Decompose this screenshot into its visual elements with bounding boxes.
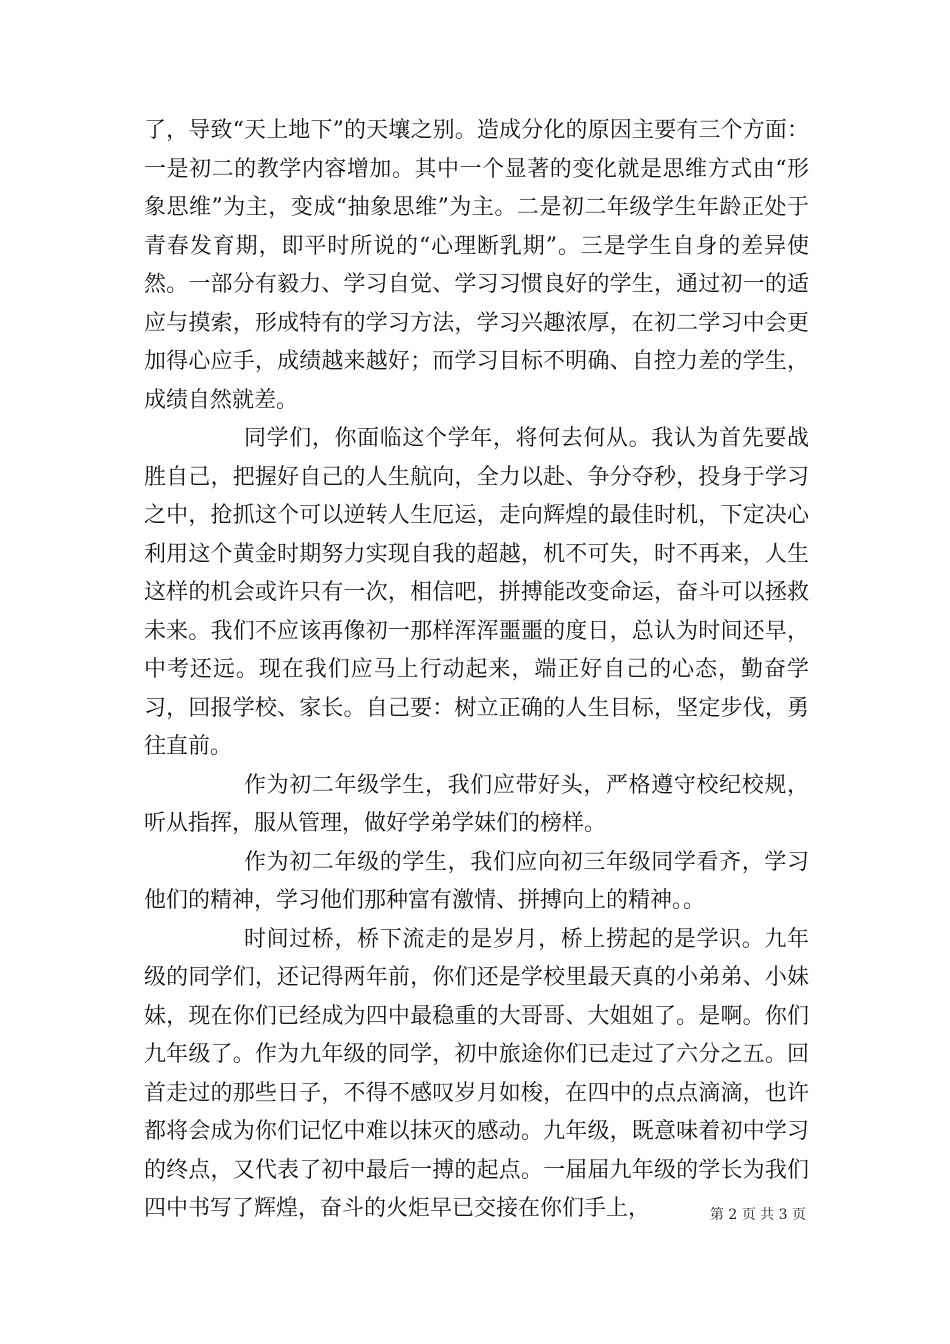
paragraph-2: 同学们，你面临这个学年，将何去何从。我认为首先要战胜自己，把握好自己的人生航向，全力以赴、争分夺秒，投身于学习之中，抢抓这个可以逆转人生厄运，走向辉煌的最佳时机，下定决心利用这个黄金时期努力实现自我的超越，机不可失，时不再来，人生这样的机会或许只有一次，相信吧，拼搏能改变命运，奋斗可以拯救未来。我们不应该再像初一那样浑浑噩噩的度日，总认为时间还早，中考还远。现在我们应马上行动起来，端正好自己的心态，勤奋学习，回报学校、家长。自己要：树立正确的人生目标，坚定步伐，勇往直前。 bbox=[144, 426, 809, 759]
document-body bbox=[144, 112, 809, 1229]
paragraph-4: 作为初二年级的学生，我们应向初三年级同学看齐，学习他们的精神，学习他们那种富有激情、拼搏向上的精神。。 bbox=[144, 849, 809, 913]
paragraph-3: 作为初二年级学生，我们应带好头，严格遵守校纪校规，听从指挥，服从管理，做好学弟学妹们的榜样。 bbox=[144, 772, 809, 836]
paragraph-1: 了，导致“天上地下”的天壤之别。造成分化的原因主要有三个方面：一是初二的教学内容增加。其中一个显著的变化就是思维方式由“形象思维”为主，变成“抽象思维”为主。二是初二年级学生年龄正处于青春发育期，即平时所说的“心理断乳期”。三是学生自身的差异使然。一部分有毅力、学习自觉、学习习惯良好的学生，通过初一的适应与摸索，形成特有的学习方法，学习兴趣浓厚，在初二学习中会更加得心应手，成绩越来越好；而学习目标不明确、自控力差的学生，成绩自然就差。 bbox=[144, 118, 809, 413]
page-number-footer: 第 2 页 共 3 页 bbox=[709, 1207, 806, 1223]
paragraph-5: 时间过桥，桥下流走的是岁月，桥上捞起的是学识。九年级的同学们，还记得两年前，你们还是学校里最天真的小弟弟、小妹妹，现在你们已经成为四中最稳重的大哥哥、大姐姐了。是啊。你们九年级了。作为九年级的同学，初中旅途你们已走过了六分之五。回首走过的那些日子，不得不感叹岁月如梭，在四中的点点滴滴，也许都将会成为你们记忆中难以抹灭的感动。九年级，既意味着初中学习的终点，又代表了初中最后一搏的起点。一届届九年级的学长为我们四中书写了辉煌，奋斗的火炬早已交接在你们手上， bbox=[144, 926, 809, 1221]
